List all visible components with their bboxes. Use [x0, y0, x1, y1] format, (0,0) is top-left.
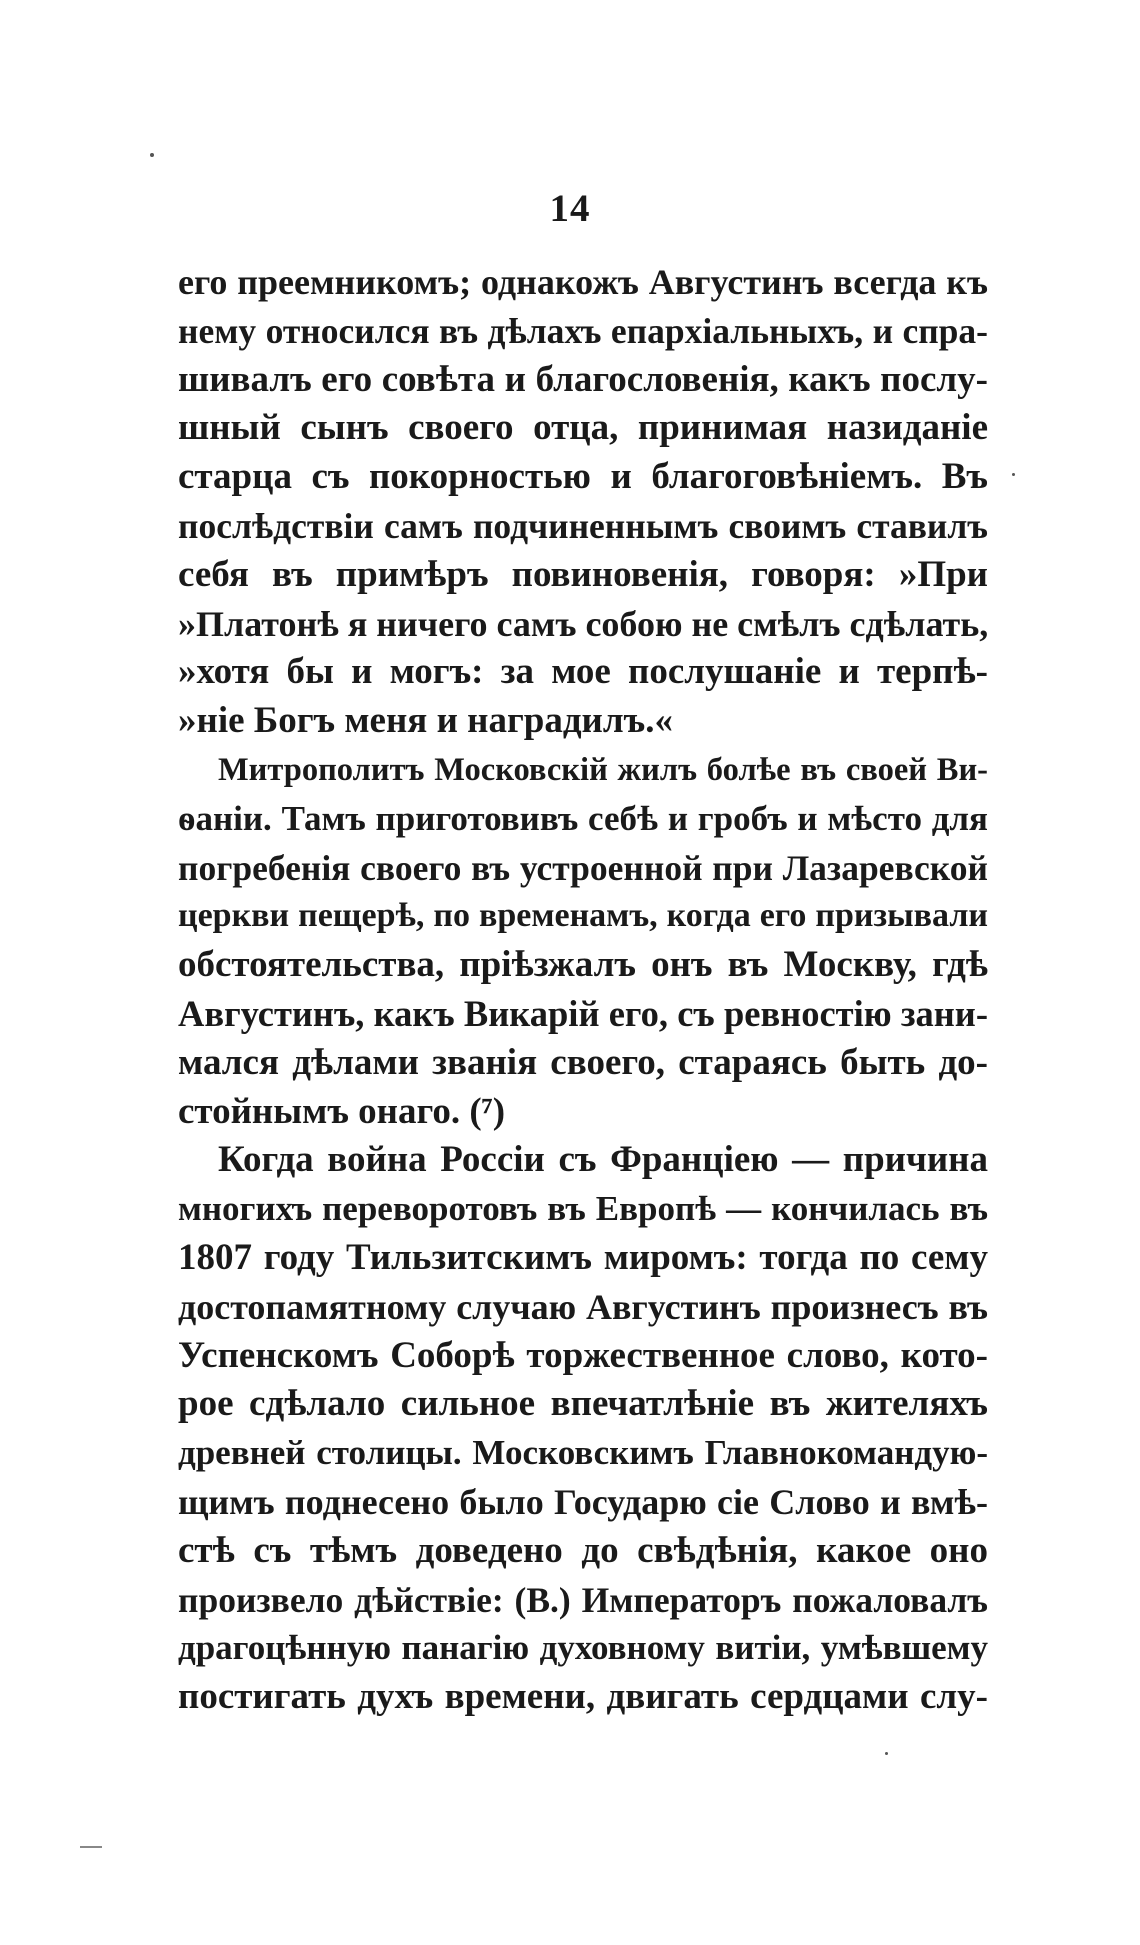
text-line: старца съ покорностью и благоговѣнiемъ. Въ: [178, 456, 988, 498]
scan-speck: [885, 1752, 888, 1755]
text-line: Когда война Россiи съ Францiею — причина: [218, 1139, 988, 1181]
scan-edge-mark: [80, 1846, 102, 1848]
text-line: 1807 году Тильзитскимъ миромъ: тогда по сему: [178, 1236, 988, 1278]
paragraph-3: [178, 1136, 988, 1722]
text-line: послѣдствiи самъ подчиненнымъ своимъ ставилъ: [178, 505, 988, 546]
text-line: древней столицы. Московскимъ Главнокомандую-: [178, 1433, 988, 1473]
page-number: 14: [549, 187, 591, 230]
text-line: Августинъ, какъ Викарiй его, съ ревностiю зани-: [178, 992, 988, 1034]
text-line: »хотя бы и могъ: за мое послушанiе и терпѣ-: [178, 651, 988, 693]
text-line: его преемникомъ; однакожъ Августинъ всегда къ: [178, 262, 988, 302]
text-line: обстоятельства, прiѣзжалъ онъ въ Москву, гдѣ: [178, 944, 988, 986]
text-line: Митрополитъ Московскiй жилъ болѣе въ своей Ви-: [218, 751, 988, 788]
text-line: погребенiя своего въ устроенной при Лазаревской: [178, 847, 988, 888]
text-line: произвело дѣйствiе: (В.) Императоръ пожаловалъ: [178, 1579, 988, 1620]
body-text: [178, 258, 988, 1722]
scan-speck: [150, 153, 154, 157]
text-line: стойнымъ онаго. (⁷): [178, 1090, 506, 1132]
text-line: себя въ примѣръ повиновенiя, говоря: »При: [178, 553, 988, 595]
text-line: рое сдѣлало сильное впечатлѣнiе въ жителяхъ: [178, 1383, 988, 1425]
text-line: »нiе Богъ меня и наградилъ.«: [178, 700, 673, 742]
text-line: шивалъ его совѣта и благословенiя, какъ послу-: [178, 358, 988, 400]
text-line: многихъ переворотовъ въ Европѣ — кончилась въ: [178, 1189, 988, 1229]
text-line: стѣ съ тѣмъ доведено до свѣдѣнiя, какое оно: [178, 1529, 988, 1571]
paragraph-1: [178, 258, 988, 746]
text-line: »Платонѣ я ничего самъ собою не смѣлъ сдѣлать,: [178, 603, 989, 644]
paragraph-2: [178, 746, 988, 1136]
text-line: церкви пещерѣ, по временамъ, когда его призывали: [178, 897, 988, 935]
text-line: щимъ поднесено было Государю сiе Слово и вмѣ-: [178, 1481, 988, 1522]
text-line: Успенскомъ Соборѣ торжественное слово, кото-: [178, 1334, 988, 1376]
text-line: достопамятному случаю Августинъ произнесъ въ: [178, 1286, 988, 1327]
text-line: нему относился въ дѣлахъ епархiальныхъ, и спра-: [178, 310, 988, 351]
text-line: шный сынъ своего отца, принимая назиданiе: [178, 407, 988, 449]
scan-speck: [1012, 473, 1015, 476]
text-line: драгоцѣнную панагiю духовному витiи, умѣвшему: [178, 1628, 988, 1668]
text-line: ѳанiи. Тамъ приготовивъ себѣ и гробъ и мѣсто для: [178, 798, 988, 838]
text-line: постигать духъ времени, двигать сердцами слу-: [178, 1676, 988, 1718]
text-line: мался дѣлами званiя своего, стараясь быть до-: [178, 1041, 988, 1083]
